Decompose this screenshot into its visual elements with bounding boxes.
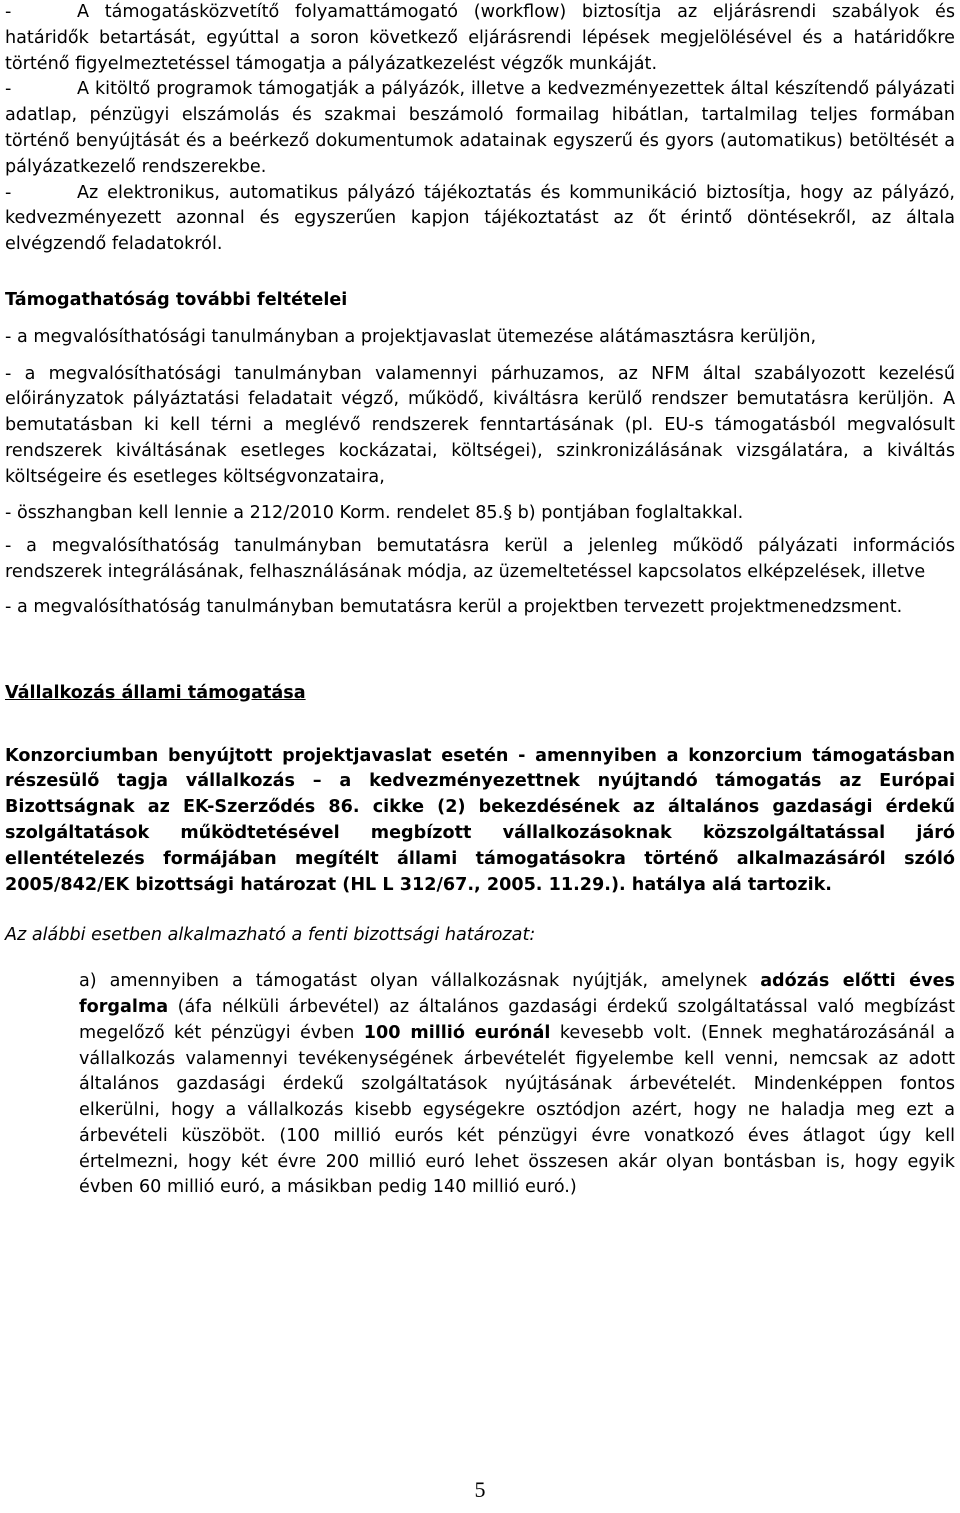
list-dash: - <box>5 2 12 22</box>
spacer <box>5 258 955 284</box>
case-a-text: kevesebb volt. (Ennek meghatározásánál a vállalkozás valamennyi tevékenységének árbevételét figyelembe kell venni, nemcsak az adott általános gazdasági érdekű szolgáltatások nyújtásának árbevételét. Mindenképpen fontos elkerülni, hogy a vállalkozás kisebb egységekre osztódjon azért, hogy ne haladja meg ezt a árbevételi küszöböt. (100 millió eurós két pénzügyi évre vonatkozó éves átlagot úgy kell értelmezni, hogy két évre 200 millió euró lehet összesen akár olyan bontásban is, hogy egyik évben 60 millió euró, a másikban pedig 140 millió euró.) <box>79 1022 955 1198</box>
intro-item-fill-programs <box>5 77 955 180</box>
section-title-state-aid: Vállalkozás állami támogatása <box>5 682 306 703</box>
intro-item-text: Az elektronikus, automatikus pályázó tájékoztatás és kommunikáció biztosítja, hogy az pályázó, kedvezményezett azonnal és egyszerűen kapjon tájékoztatást az őt érintő döntésekről, az általa elvégzendő feladatokról. <box>5 182 955 255</box>
intro-item-electronic-info <box>5 181 955 258</box>
spacer <box>5 949 955 969</box>
intro-item-workflow <box>5 0 955 77</box>
list-dash: - <box>5 182 12 203</box>
page-number: 5 <box>474 1477 486 1502</box>
list-dash: - <box>5 79 12 100</box>
eligibility-item: - a megvalósíthatóság tanulmányban bemutatásra kerül a projektben tervezett projektmenedzsment. <box>5 596 903 617</box>
eligibility-item: - a megvalósíthatóság tanulmányban bemutatásra kerül a jelenleg működő pályázati információs rendszerek integrálásának, felhasználásának módja, az üzemeltetéssel kapcsolatos elképzelések, illetve <box>5 536 955 583</box>
spacer <box>5 707 955 744</box>
eligibility-item: - összhangban kell lennie a 212/2010 Korm. rendelet 85.§ b) pontjában foglaltakkal. <box>5 502 744 523</box>
eligibility-item: - a megvalósíthatósági tanulmányban a projektjavaslat ütemezése alátámasztásra kerüljön, <box>5 326 817 347</box>
spacer <box>5 898 955 923</box>
intro-item-text: A támogatásközvetítő folyamattámogató (workflow) biztosítja az eljárásrendi szabályok és határidők betartását, egyúttal a soron következő eljárásrendi lépések megjelölésével és a határidőkre történő figyelmeztetéssel támogatja a pályázatkezelést végzők munkáját. <box>5 2 955 74</box>
case-a-bold-turnover: adózás előtti éves forgalma <box>79 971 955 1017</box>
spacer <box>5 621 955 681</box>
case-a-paragraph <box>79 969 955 1201</box>
case-a-bold-threshold: 100 millió eurónál <box>363 1022 551 1043</box>
case-a-text: a) amennyiben a támogatást olyan vállalkozásnak nyújtják, amelynek <box>79 971 761 992</box>
case-a-text: (áfa nélküli árbevétel) az általános gazdasági érdekű szolgáltatással való megbízást megelőző két pénzügyi évben <box>79 996 955 1043</box>
intro-item-text: A kitöltő programok támogatják a pályázók, illetve a kedvezményezettek által készítendő pályázati adatlap, pénzügyi elszámolás és szakmai beszámoló formailag hibátlan, tartalmilag teljes formában történő benyújtását és a beérkező dokumentumok adatainak egyszerű és gyors (automatikus) betöltését a pályázatkezelő rendszerekbe. <box>5 79 955 177</box>
document-page <box>5 0 955 1201</box>
eligibility-item: - a megvalósíthatósági tanulmányban valamennyi párhuzamos, az NFM által szabályozott kezelésű előirányzatok pályáztatási feladatait végző, működő, kiváltásra kerülő rendszer bemutatásra kerüljön. A bemutatásban ki kell térni a meglévő rendszerek fenntartásának (pl. EU-s támogatásból megvalósult rendszerek kiváltásának esetleges kockázatai, költségei), szinkronizálásának vizsgálatára, a kiváltás költségeire és esetleges költségvonzataira, <box>5 363 955 487</box>
applicable-case-intro: Az alábbi esetben alkalmazható a fenti bizottsági határozat: <box>5 925 536 946</box>
consortium-paragraph: Konzorciumban benyújtott projektjavaslat esetén - amennyiben a konzorcium támogatásban részesülő tagja vállalkozás – a kedvezményezettnek nyújtandó támogatás az Európai Bizottságnak az EK-Szerződés 86. cikke (2) bekezdésének az általános gazdasági érdekű szolgáltatások működtetésével megbízott vállalkozásoknak közszolgáltatással járó ellentételezés formájában megítélt állami támogatásokra történő alkalmazásáról szóló 2005/842/EK bizottsági határozat (HL L 312/67., 2005. 11.29.). hatálya alá tartozik. <box>5 745 955 895</box>
section-title-eligibility: Támogathatóság további feltételei <box>5 289 348 310</box>
